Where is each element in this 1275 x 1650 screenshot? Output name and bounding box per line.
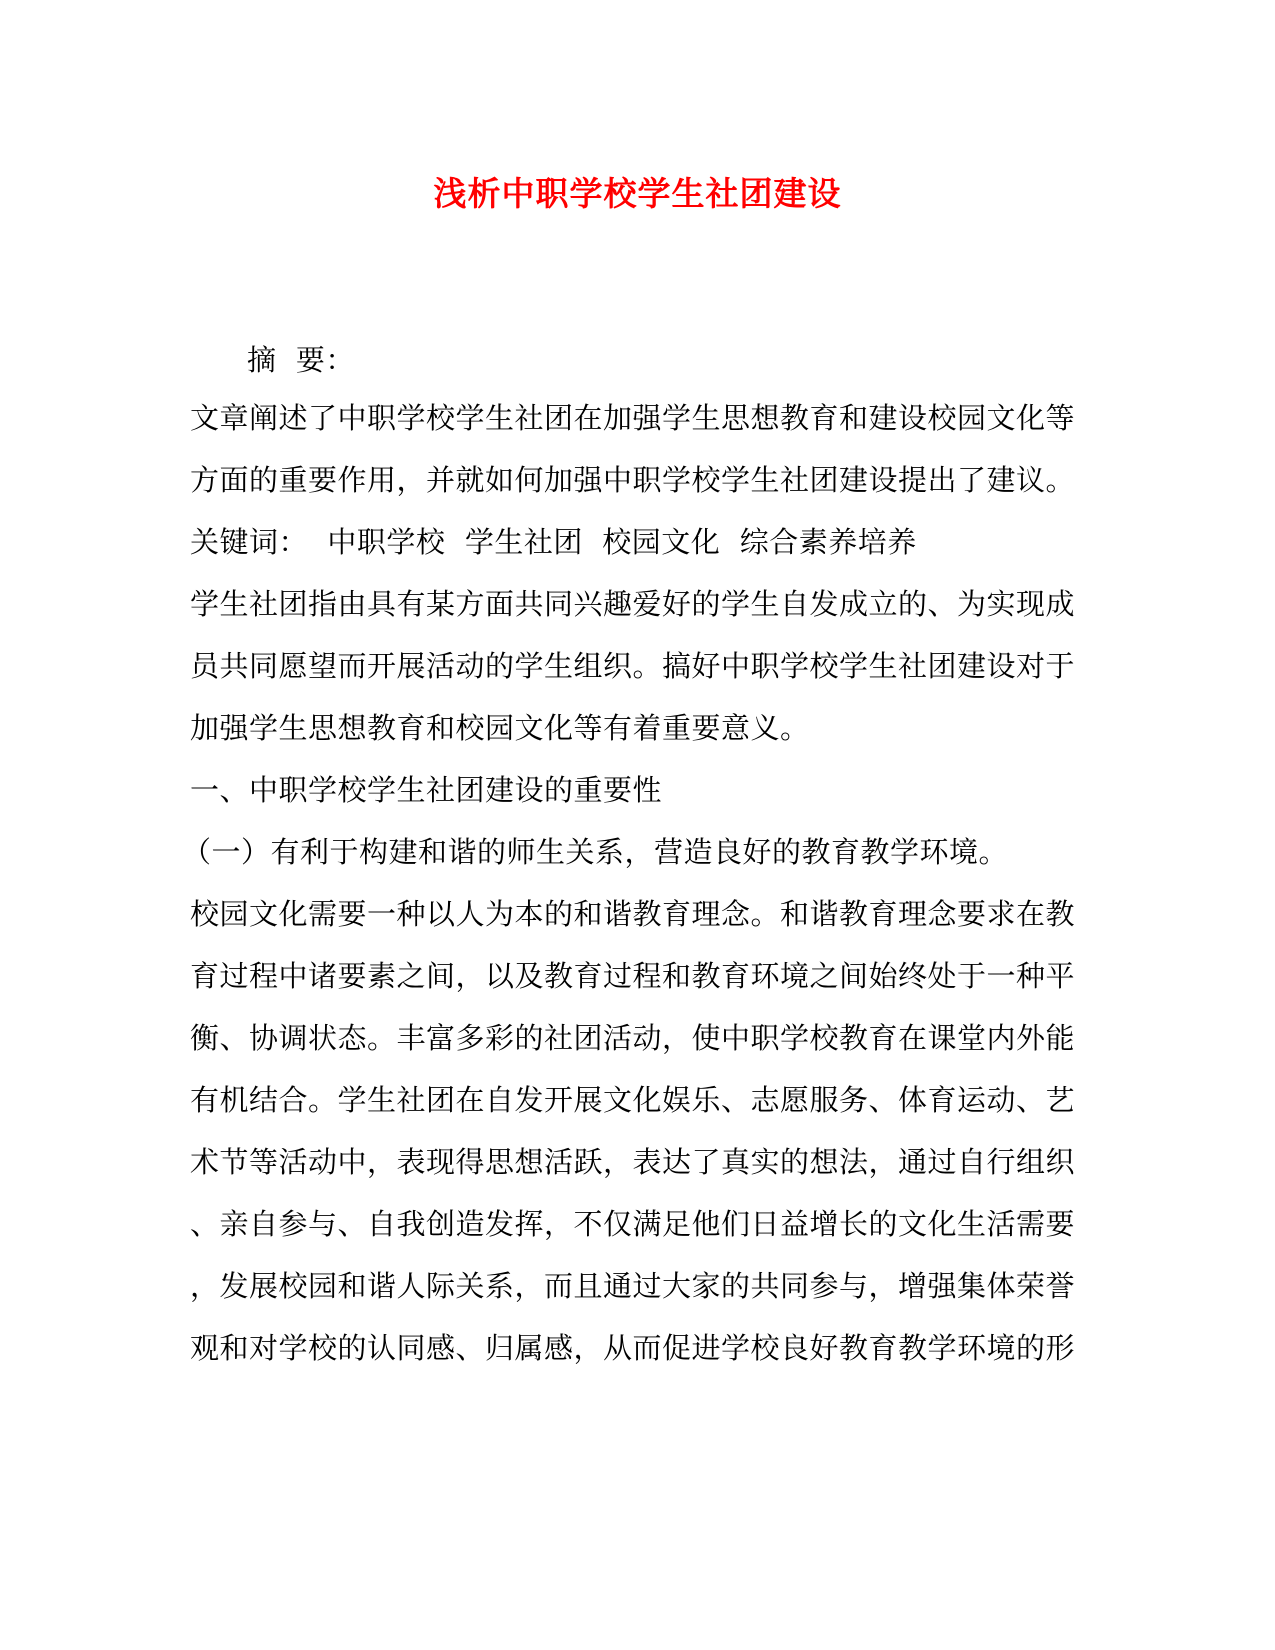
body-line-5: 育过程中诸要素之间，以及教育过程和教育环境之间始终处于一种平	[190, 959, 1076, 993]
body-line-3: 加强学生思想教育和校园文化等有着重要意义。	[190, 711, 810, 745]
body-line-11: 观和对学校的认同感、归属感，从而促进学校良好教育教学环境的形	[190, 1331, 1076, 1365]
subsection-heading: （一）有利于构建和谐的师生关系，营造良好的教育教学环境。	[182, 835, 1009, 869]
body-line-9: 、亲自参与、自我创造发挥，不仅满足他们日益增长的文化生活需要	[190, 1207, 1076, 1241]
abstract-line-2: 方面的重要作用，并就如何加强中职学校学生社团建设提出了建议。	[190, 463, 1076, 497]
body-line-1: 学生社团指由具有某方面共同兴趣爱好的学生自发成立的、为实现成	[190, 587, 1076, 621]
body-line-8: 术节等活动中，表现得思想活跃，表达了真实的想法，通过自行组织	[190, 1145, 1076, 1179]
abstract-label: 摘 要：	[247, 343, 355, 377]
abstract-line-1: 文章阐述了中职学校学生社团在加强学生思想教育和建设校园文化等	[190, 401, 1076, 435]
section-heading: 一、中职学校学生社团建设的重要性	[190, 773, 663, 807]
page-title: 浅析中职学校学生社团建设	[433, 174, 842, 213]
body-line-4: 校园文化需要一种以人为本的和谐教育理念。和谐教育理念要求在教	[190, 897, 1076, 931]
keywords-line: 关键词： 中职学校 学生社团 校园文化 综合素养培养	[190, 525, 917, 559]
body-line-6: 衡、协调状态。丰富多彩的社团活动，使中职学校教育在课堂内外能	[190, 1021, 1076, 1055]
body-line-2: 员共同愿望而开展活动的学生组织。搞好中职学校学生社团建设对于	[190, 649, 1076, 683]
body-line-7: 有机结合。学生社团在自发开展文化娱乐、志愿服务、体育运动、艺	[190, 1083, 1076, 1117]
body-line-10: ，发展校园和谐人际关系，而且通过大家的共同参与，增强集体荣誉	[190, 1269, 1076, 1303]
